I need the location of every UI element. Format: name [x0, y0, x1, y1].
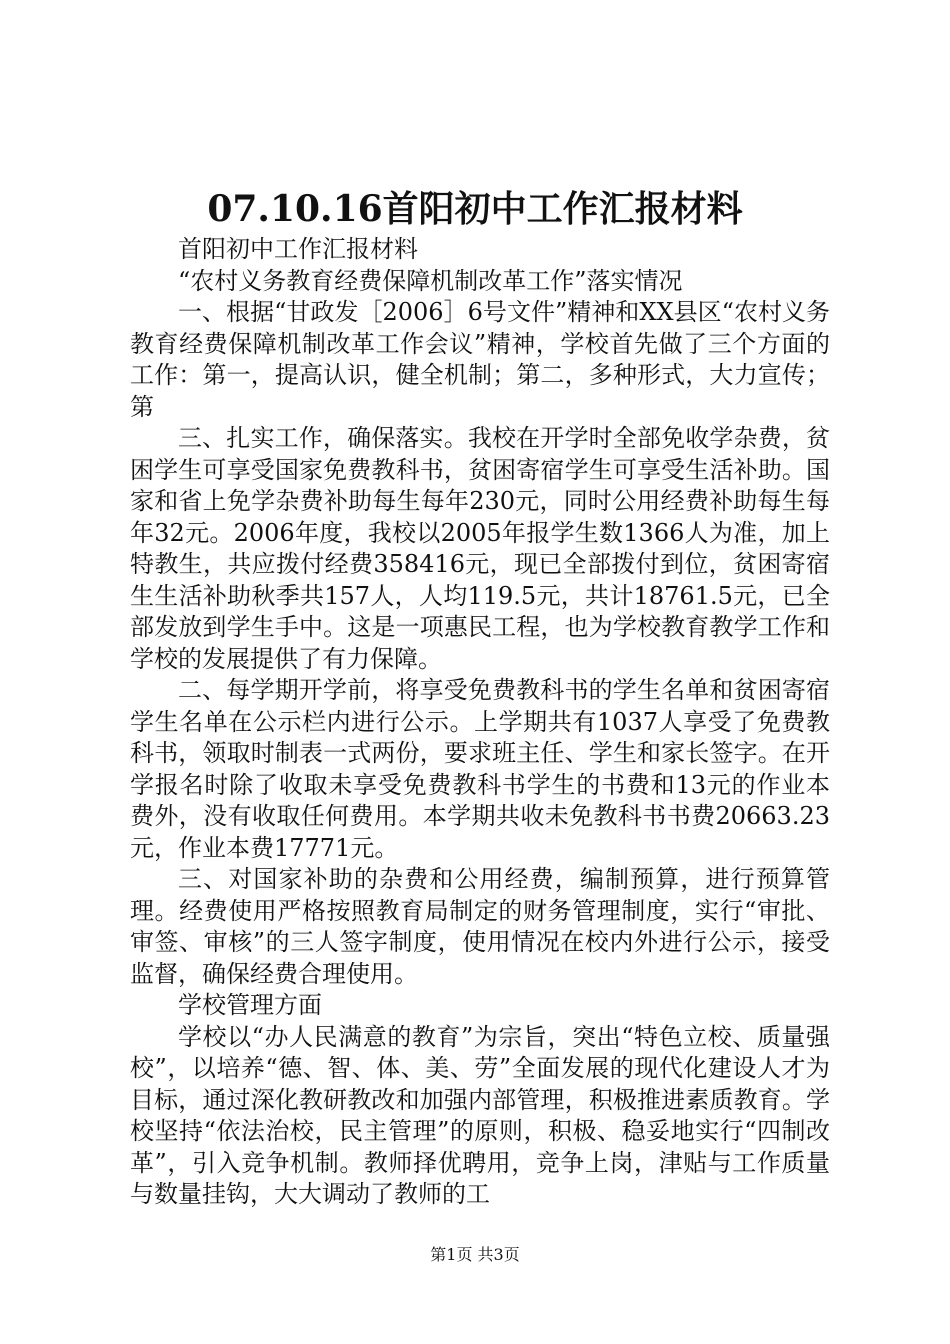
paragraph-section-heading: 学校管理方面 — [178, 991, 322, 1019]
paragraph: 三、对国家补助的杂费和公用经费，编制预算，进行预算管理。经费使用严格按照教育局制定的财务管理制度，实行“审批、审签、审核”的三人签字制度，使用情况在校内外进行公示，接受监督，确保经费合理使用。 — [130, 865, 830, 988]
paragraph: 学校以“办人民满意的教育”为宗旨，突出“特色立校、质量强校”，以培养“德、智、体、美、劳”全面发展的现代化建设人才为目标，通过深化教研教改和加强内部管理，积极推进素质教育。学校坚持“依法治校，民主管理”的原则，积极、稳妥地实行“四制改革”，引入竞争机制。教师择优聘用，竞争上岗，津贴与工作质量与数量挂钩，大大调动了教师的工 — [130, 1022, 830, 1208]
paragraph: 二、每学期开学前，将享受免费教科书的学生名单和贫困寄宿学生名单在公示栏内进行公示。上学期共有1037人享受了免费教科书，领取时制表一式两份，要求班主任、学生和家长签字。在开学报名时除了收取未享受免费教科书学生的书费和13元的作业本费外，没有收取任何费用。本学期共收未免教科书书费20663.23元，作业本费17771元。 — [130, 676, 830, 862]
paragraph: 一、根据“甘政发［2006］6号文件”精神和XX县区“农村义务教育经费保障机制改革工作会议”精神，学校首先做了三个方面的工作：第一，提高认识，健全机制；第二，多种形式，大力宣传；第 — [130, 298, 830, 421]
paragraph-subtitle: 首阳初中工作汇报材料 — [178, 235, 418, 263]
paragraph-section-heading: “农村义务教育经费保障机制改革工作”落实情况 — [178, 266, 683, 295]
page-footer: 第1页 共3页 — [430, 1245, 520, 1264]
paragraph: 三、扎实工作，确保落实。我校在开学时全部免收学杂费，贫困学生可享受国家免费教科书，贫困寄宿学生可享受生活补助。国家和省上免学杂费补助每生每年230元，同时公用经费补助每生每年32元。2006年度，我校以2005年报学生数1366人为准，加上特教生，共应拨付经费358416元，现已全部拨付到位，贫困寄宿生生活补助秋季共157人，人均119.5元，共计18761.5元，已全部发放到学生手中。这是一项惠民工程，也为学校教育教学工作和学校的发展提供了有力保障。 — [130, 424, 830, 673]
page-title: 07.10.16首阳初中工作汇报材料 — [207, 188, 743, 230]
document-body — [130, 234, 830, 1211]
